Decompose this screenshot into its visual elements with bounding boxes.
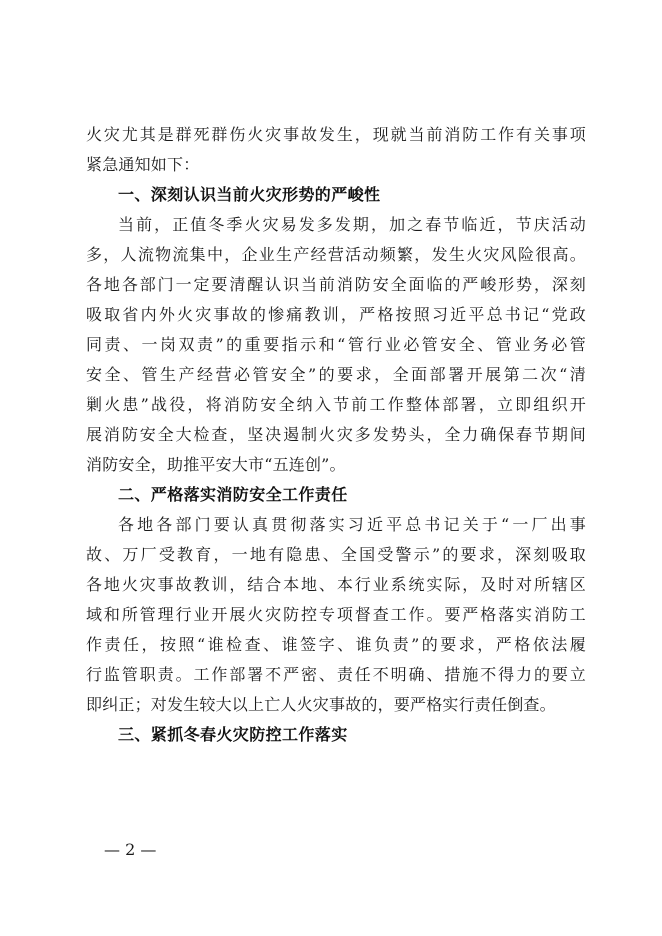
body-line: 多，人流物流集中，企业生产经营活动频繁，发生火灾风险很高。: [86, 245, 586, 264]
section-heading-3: 三、紧抓冬春火灾防控工作落实: [118, 725, 348, 744]
body-line: 火灾尤其是群死群伤火灾事故发生，现就当前消防工作有关事项: [86, 125, 586, 144]
paragraph-first-line: 各地各部门要认真贯彻落实习近平总书记关于“一厂出事: [118, 515, 586, 534]
page-number: — 2 —: [104, 840, 157, 859]
body-line: 域和所管理行业开展火灾防控专项督查工作。要严格落实消防工: [86, 605, 586, 624]
body-line: 故、万厂受教育，一地有隐患、全国受警示”的要求，深刻吸取: [86, 545, 586, 564]
body-line: 行监管职责。工作部署不严密、责任不明确、措施不得力的要立: [86, 665, 586, 684]
body-line: 各地各部门一定要清醒认识当前消防安全面临的严峻形势，深刻: [86, 275, 586, 294]
body-line: 消防安全，助推平安大市“五连创”。: [86, 455, 346, 474]
body-line: 安全、管生产经营必管安全”的要求，全面部署开展第二次“清: [86, 365, 586, 384]
body-line: 紧急通知如下：: [86, 155, 200, 174]
body-line: 展消防安全大检查，坚决遏制火灾多发势头，全力确保春节期间: [86, 425, 586, 444]
section-heading-1: 一、深刻认识当前火灾形势的严峻性: [118, 185, 381, 204]
body-line: 吸取省内外火灾事故的惨痛教训，严格按照习近平总书记“党政: [86, 305, 586, 324]
body-line: 作责任，按照“谁检查、谁签字、谁负责”的要求，严格依法履: [86, 635, 586, 654]
body-line: 各地火灾事故教训，结合本地、本行业系统实际，及时对所辖区: [86, 575, 586, 594]
body-line: 同责、一岗双责”的重要指示和“管行业必管安全、管业务必管: [86, 335, 586, 354]
paragraph-first-line: 当前，正值冬季火灾易发多发期，加之春节临近，节庆活动: [118, 215, 586, 234]
section-heading-2: 二、严格落实消防安全工作责任: [118, 485, 348, 504]
document-body: [86, 120, 586, 750]
body-line: 剿火患”战役，将消防安全纳入节前工作整体部署，立即组织开: [86, 395, 586, 414]
body-line: 即纠正；对发生较大以上亡人火灾事故的，要严格实行责任倒查。: [86, 695, 556, 714]
